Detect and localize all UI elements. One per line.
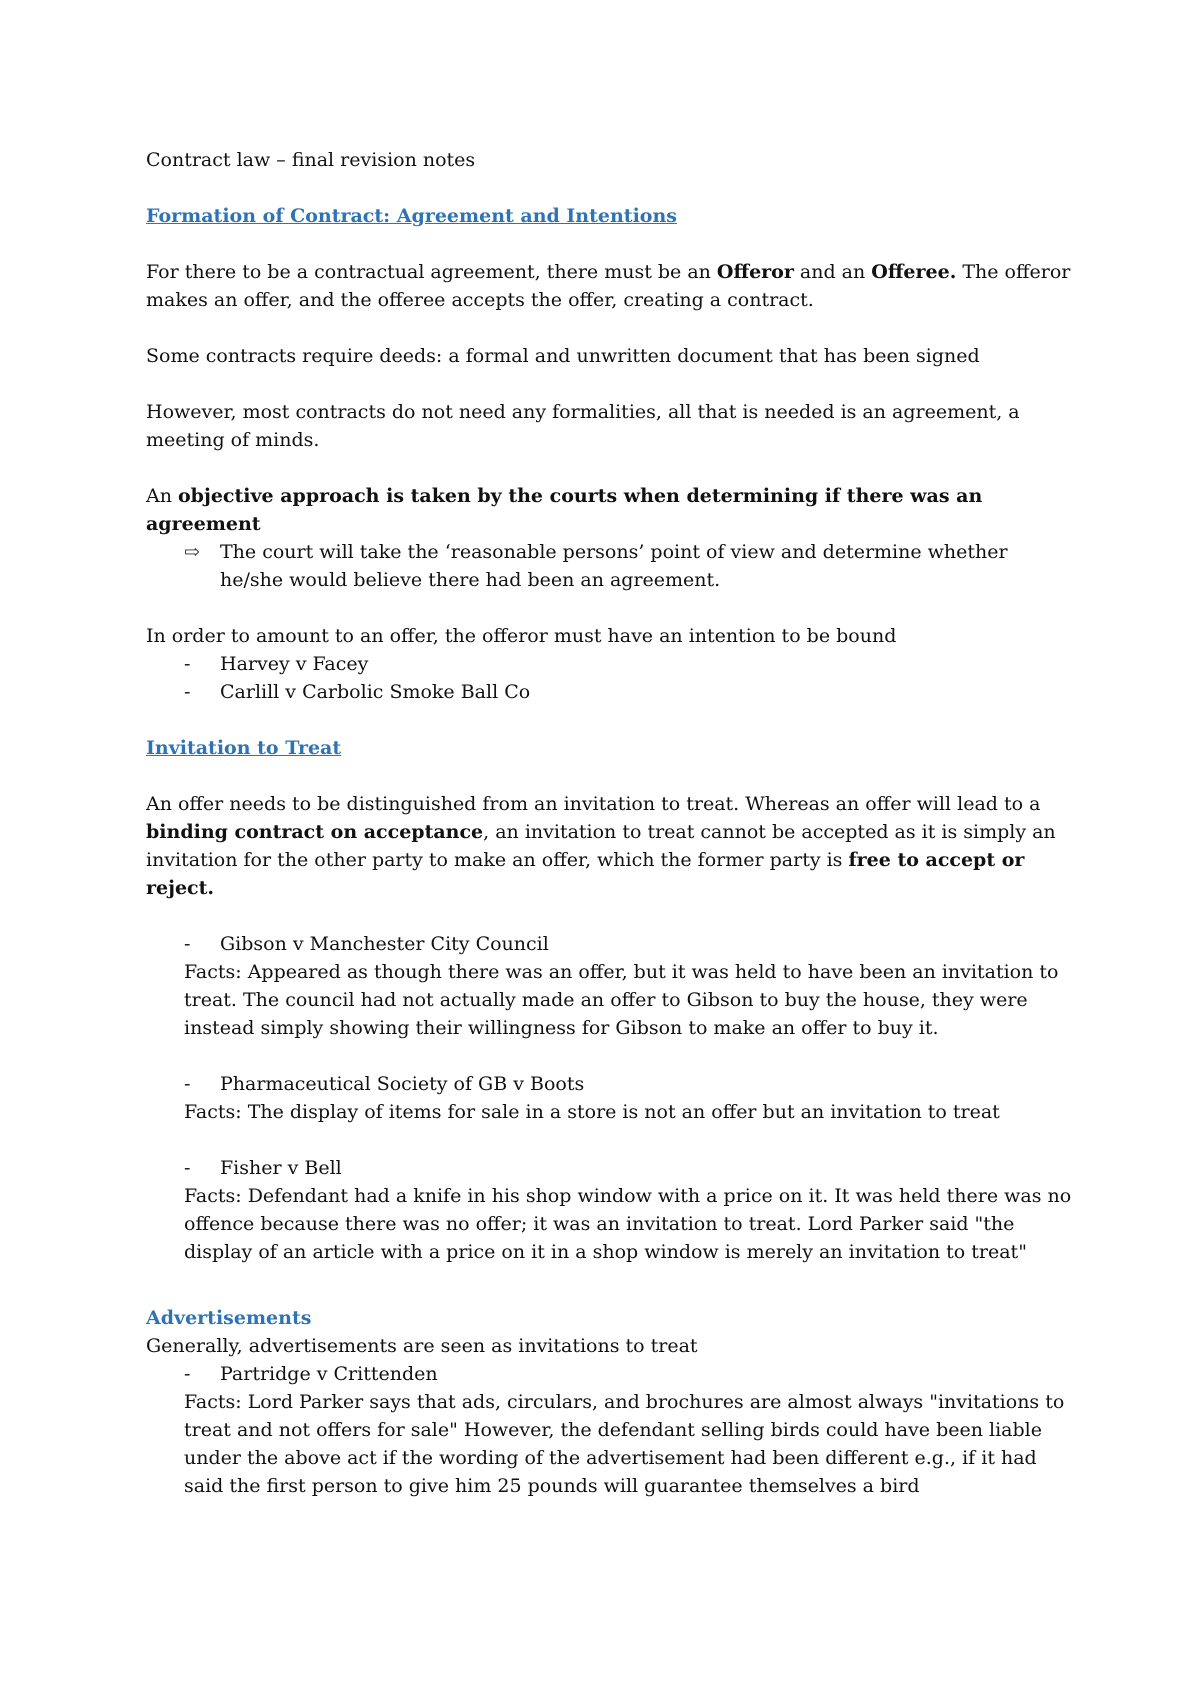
list-item bbox=[146, 1070, 1076, 1098]
list-item bbox=[146, 678, 1076, 706]
bold-offeree: Offeree. bbox=[871, 261, 957, 283]
heading-invitation-to-treat: Invitation to Treat bbox=[146, 737, 342, 759]
bold-objective-approach: objective approach is taken by the courts when determining if there was an agreement bbox=[146, 485, 983, 535]
paragraph-offeror-offeree bbox=[146, 258, 1076, 314]
text-run: and an bbox=[793, 261, 872, 283]
case-facts: Facts: Appeared as though there was an offer, but it was held to have been an invitation to treat. The council had not actually made an offer to Gibson to buy the house, they were instead simply showing their willingness for Gibson to make an offer to buy it. bbox=[184, 961, 1059, 1039]
dash-bullet: - bbox=[184, 1157, 191, 1179]
text-run: , an invitation to treat cannot be accepted as it is simply an invitation for the other party to make an offer, which the former party is bbox=[146, 821, 1056, 871]
arrow-bullet-text: The court will take the ‘reasonable persons’ point of view and determine whether he/she would believe there had been an agreement. bbox=[220, 541, 1008, 591]
dash-bullet: - bbox=[184, 1073, 191, 1095]
document-title: Contract law – final revision notes bbox=[146, 149, 476, 171]
paragraph-offer-vs-invitation bbox=[146, 790, 1076, 902]
case-name: Partridge v Crittenden bbox=[220, 1363, 438, 1385]
list-item bbox=[146, 1154, 1076, 1182]
list-item bbox=[146, 1360, 1076, 1388]
list-item bbox=[146, 930, 1076, 958]
paragraph-intention-to-be-bound: In order to amount to an offer, the offeror must have an intention to be bound bbox=[146, 625, 897, 647]
dash-bullet: - bbox=[184, 1363, 191, 1385]
document-page bbox=[146, 146, 1076, 1500]
case-name: Pharmaceutical Society of GB v Boots bbox=[220, 1073, 585, 1095]
paragraph-formalities: However, most contracts do not need any formalities, all that is needed is an agreement, a meeting of minds. bbox=[146, 401, 1020, 451]
case-facts: Facts: Lord Parker says that ads, circulars, and brochures are almost always "invitations to treat and not offers for sale" However, the defendant selling birds could have been liable under the above act if the wording of the advertisement had been different e.g., if it had said the first person to give him 25 pounds will guarantee themselves a bird bbox=[184, 1391, 1065, 1497]
dash-bullet: - bbox=[184, 681, 191, 703]
dash-bullet: - bbox=[184, 653, 191, 675]
text-run: An bbox=[146, 485, 178, 507]
heading-advertisements: Advertisements bbox=[146, 1307, 312, 1329]
text-run: An offer needs to be distinguished from an invitation to treat. Whereas an offer will lead to a bbox=[146, 793, 1041, 815]
case-facts: Facts: The display of items for sale in a store is not an offer but an invitation to treat bbox=[184, 1101, 1000, 1123]
paragraph-objective-approach bbox=[146, 482, 1076, 538]
paragraph-deeds: Some contracts require deeds: a formal and unwritten document that has been signed bbox=[146, 345, 980, 367]
heading-formation-of-contract: Formation of Contract: Agreement and Intentions bbox=[146, 205, 677, 227]
text-run: For there to be a contractual agreement, there must be an bbox=[146, 261, 717, 283]
bold-binding-contract: binding contract on acceptance bbox=[146, 821, 484, 843]
case-name: Harvey v Facey bbox=[220, 653, 369, 675]
list-item bbox=[146, 650, 1076, 678]
case-name: Carlill v Carbolic Smoke Ball Co bbox=[220, 681, 531, 703]
paragraph-advertisements-intro: Generally, advertisements are seen as invitations to treat bbox=[146, 1335, 698, 1357]
case-facts: Facts: Defendant had a knife in his shop window with a price on it. It was held there was no offence because there was no offer; it was an invitation to treat. Lord Parker said "the display of an article with a price on it in a shop window is merely an invitation to treat" bbox=[184, 1185, 1072, 1263]
case-name: Fisher v Bell bbox=[220, 1157, 342, 1179]
case-name: Gibson v Manchester City Council bbox=[220, 933, 549, 955]
arrow-bullet-item bbox=[146, 538, 1076, 594]
bold-offeror: Offeror bbox=[716, 261, 794, 283]
dash-bullet: - bbox=[184, 933, 191, 955]
arrow-right-icon: ⇨ bbox=[184, 541, 200, 563]
text-run: The offeror makes an offer, and the offeree accepts the offer, creating a contract. bbox=[146, 261, 1071, 311]
bold-free-to-accept: free to accept or reject. bbox=[146, 849, 1025, 899]
